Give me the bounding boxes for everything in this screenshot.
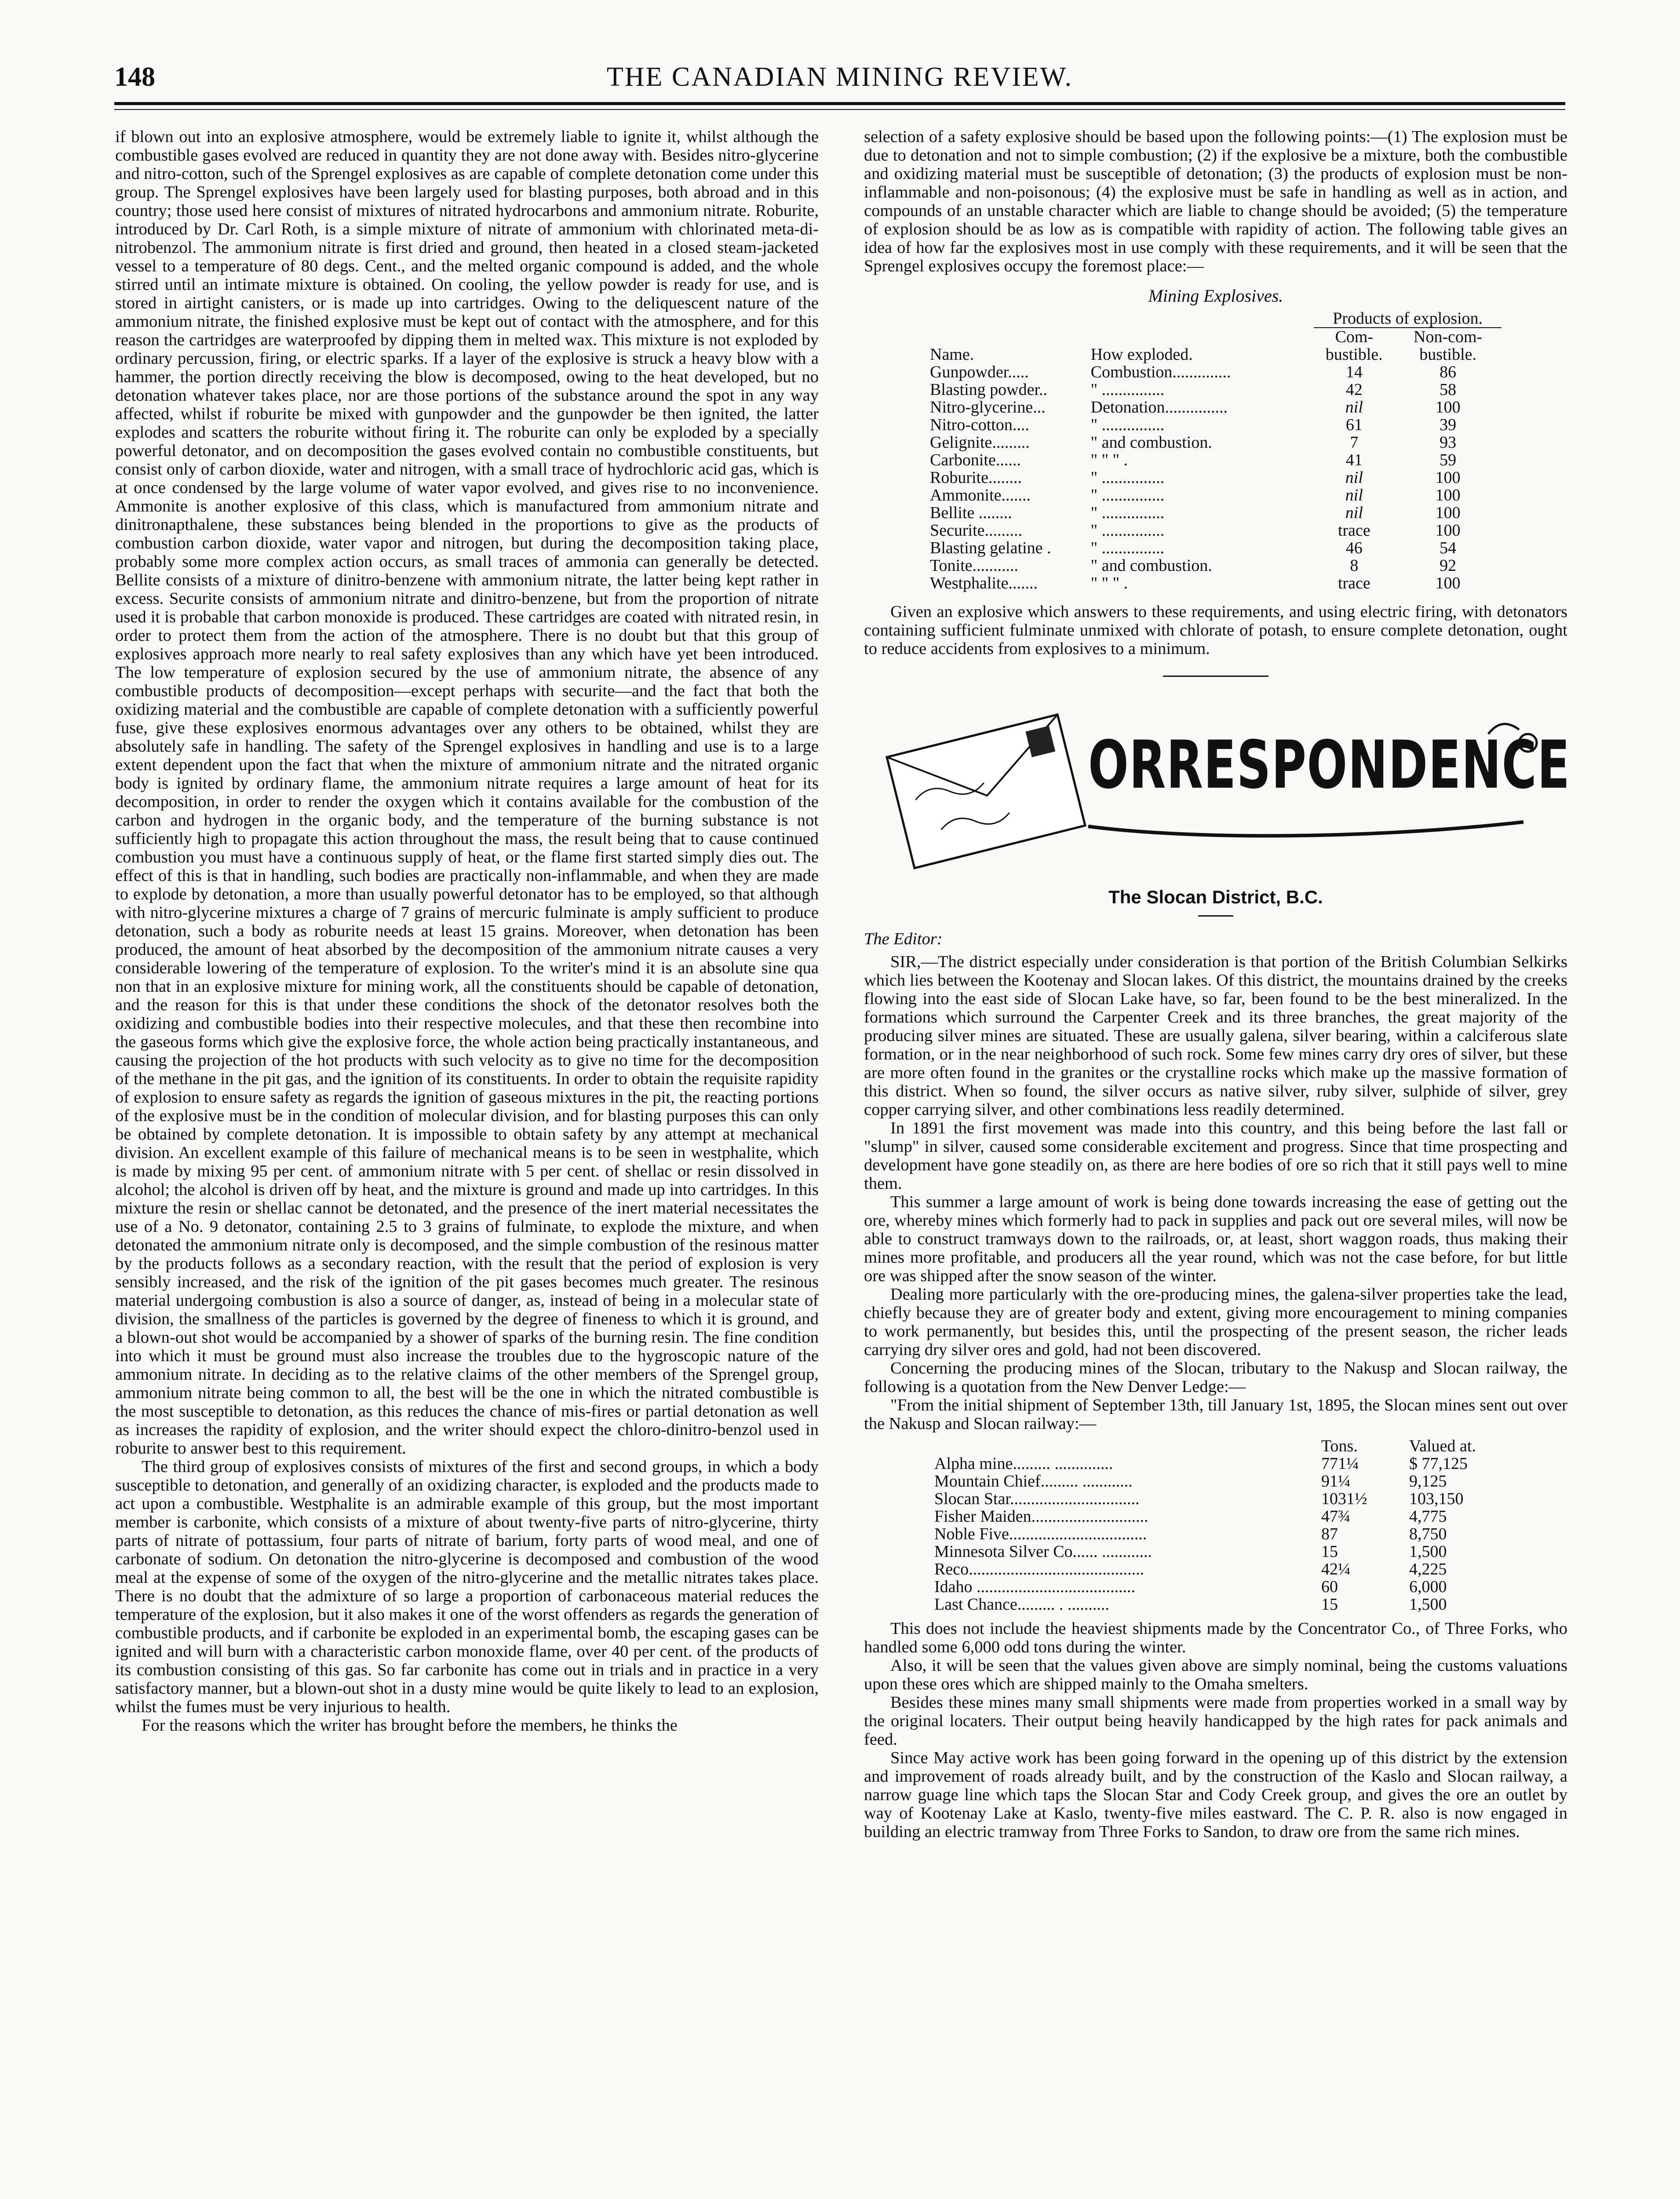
noncombustible-value: 54 <box>1439 539 1457 557</box>
explosives-table <box>930 310 1501 592</box>
letter-paragraph: Since May active work has been going forward in the opening up of this district by the extension and improvement of roads already built, and by the construction of the Kaslo and Slocan railway, a narrow guage line which taps the Slocan Star and Cody Creek group, and gives the ore an outlet by way of Kootenay Lake at Kaslo, twenty-five miles eastward. The C. P. R. also is now engaged in building an electric tramway from Three Forks to Sandon, to draw ore from the same rich mines. <box>864 1749 1567 1841</box>
mine-name: Mountain Chief......... ............ <box>934 1472 1133 1490</box>
mines-table <box>934 1437 1541 1613</box>
mine-value: 6,000 <box>1409 1578 1447 1596</box>
letter-paragraph: Also, it will be seen that the values given above are simply nominal, being the customs valuations upon these ores which are shipped mainly to the Omaha smelters. <box>864 1656 1567 1693</box>
right-column <box>864 128 1571 1841</box>
explosive-name: Nitro-cotton.... <box>930 416 1029 434</box>
explosion-method: " ............... <box>1090 539 1165 557</box>
col-header-how: How exploded. <box>1090 345 1193 364</box>
mine-tons: 91¼ <box>1321 1472 1351 1490</box>
article-continuation: selection of a safety explosive should be based upon the following points:—(1) The explosion must be due to detonation and not to simple combustion; (2) if the explosive be a mixture, both the combustible and oxidizing material must be susceptible of detonation; (3) the products of explosion must be non-inflammable and non-poisonous; (4) the explosive must be safe in handling as well as in action, and compounds of an unstable character which are liable to change should be avoided; (5) the temperature of explosion should be as low as is compatible with rapidity of action. The following table gives an idea of how far the explosives most in use comply with these requirements, and it will be seen that the Sprengel explosives occupy the foremost place:— <box>864 128 1567 275</box>
explosive-name: Westphalite....... <box>930 574 1038 592</box>
combustible-value: trace <box>1337 521 1370 540</box>
letter-paragraph: "From the initial shipment of September 13th, till January 1st, 1895, the Slocan mines sent out over the Nakusp and Slocan railway:— <box>864 1396 1567 1433</box>
article-conclusion: Given an explosive which answers to these requirements, and using electric firing, with detonators containing sufficient fulminate unmixed with chlorate of potash, to ensure complete detonation, ought to reduce accidents from explosives to a minimum. <box>864 603 1567 658</box>
mine-name: Minnesota Silver Co...... ............ <box>934 1542 1152 1561</box>
mine-value: $ 77,125 <box>1409 1454 1468 1473</box>
table-row <box>930 434 1501 451</box>
mine-value: 1,500 <box>1409 1542 1447 1561</box>
table-row <box>930 381 1501 398</box>
left-column <box>115 128 819 2115</box>
mine-tons: 47¾ <box>1321 1507 1351 1526</box>
explosion-method: " " " . <box>1090 574 1128 592</box>
noncombustible-value: 100 <box>1435 574 1461 592</box>
letter-paragraph: Besides these mines many small shipments were made from properties worked in a small way by the original locaters. Their output being heavily handicapped by the high rates for pack animals and feed. <box>864 1693 1567 1749</box>
noncombustible-value: 59 <box>1439 451 1457 469</box>
explosive-name: Gelignite......... <box>930 433 1030 452</box>
combustible-value: 8 <box>1350 556 1359 575</box>
table-row <box>930 504 1501 522</box>
explosive-name: Bellite ........ <box>930 504 1012 522</box>
noncombustible-value: 100 <box>1435 521 1461 540</box>
combustible-value: 46 <box>1345 539 1363 557</box>
page-header <box>114 57 1565 97</box>
noncombustible-value: 100 <box>1435 486 1461 504</box>
letter-paragraph: This does not include the heaviest shipments made by the Concentrator Co., of Three Forks, who handled some 6,000 odd tons during the winter. <box>864 1619 1567 1656</box>
mine-tons: 1031½ <box>1321 1490 1367 1508</box>
mine-tons: 87 <box>1321 1525 1338 1543</box>
table-row <box>930 557 1501 574</box>
combustible-value: nil <box>1345 486 1363 504</box>
mine-tons: 771¼ <box>1321 1454 1359 1473</box>
article-paragraph: For the reasons which the writer has brought before the members, he thinks the <box>142 1716 678 1735</box>
mines-table-body <box>934 1455 1541 1613</box>
noncombustible-value: 92 <box>1439 556 1457 575</box>
combustible-value: nil <box>1345 398 1363 416</box>
explosion-method: Detonation............... <box>1090 398 1228 416</box>
explosive-name: Ammonite....... <box>930 486 1031 504</box>
table-row <box>934 1455 1541 1472</box>
explosive-name: Nitro-glycerine... <box>930 398 1046 416</box>
explosion-method: " " " . <box>1090 451 1128 469</box>
explosion-method: " ............... <box>1090 468 1165 487</box>
letter-paragraph: Concerning the producing mines of the Slocan, tributary to the Nakusp and Slocan railway, the following is a quotation from the New Denver Ledge:— <box>864 1359 1567 1396</box>
letter-paragraph: This summer a large amount of work is being done towards increasing the ease of getting out the ore, whereby mines which formerly had to pack in supplies and pack out ore several miles, will now be able to construct tramways down to the railroads, or, at least, short waggon roads, thus making their mines more profitable, and producers all the year round, which was not the case before, for but little ore was shipped after the snow season of the winter. <box>864 1193 1567 1285</box>
table-row <box>934 1525 1541 1543</box>
table-row <box>934 1543 1541 1560</box>
col-header-valued: Valued at. <box>1409 1437 1476 1455</box>
mine-value: 103,150 <box>1409 1490 1464 1508</box>
table-row <box>930 416 1501 434</box>
combustible-value: trace <box>1337 574 1370 592</box>
combustible-value: 7 <box>1350 433 1359 452</box>
article-paragraph: if blown out into an explosive atmosphere, would be extremely liable to ignite it, whilst although the combustible gases evolved are reduced in quantity they are not done away with. Besides nitro-glycerine and nitro-cotton, such of the Sprengel explosives as are capable of complete detonation come under this group. The Sprengel explosives have been largely used for blasting purposes, both abroad and in this country; those used here consist of mixtures of nitrated hydrocarbons and ammonium nitrate. Roburite, introduced by Dr. Carl Roth, is a simple mixture of nitrate of ammonium with chlorinated meta-di-nitrobenzol. The ammonium nitrate is first dried and ground, then heated in a closed steam-jacketed vessel to a temperature of 80 degs. Cent., and the melted organic compound is added, and the whole stirred until an intimate mixture is obtained. On cooling, the yellow powder is ready for use, and is stored in airtight canisters, or is made up into cartridges. Owing to the deliquescent nature of the ammonium nitrate, the finished explosive must be kept out of contact with the atmosphere, and for this reason the cartridges are waterproofed by dipping them in melted wax. This mixture is not exploded by ordinary percussion, firing, or electric sparks. If a layer of the explosive is struck a heavy blow with a hammer, the portion directly receiving the blow is decomposed, owing to the heat developed, but no detonation whatever takes place, nor are those portions of the substance around the spot in any way affected, whilst if roburite be mixed with gunpowder and the gunpowder be then ignited, the latter explodes and scatters the roburite without firing it. The roburite can only be exploded by a specially powerful detonator, and on decomposition the gases evolved contain no combustible constituents, but consist only of carbon dioxide, water and nitrogen, with a small trace of hydrochloric acid gas, which is at once condensed by the large volume of water vapor evolved, and gives rise to no inconvenience. Ammonite is another explosive of this class, which is manufactured from ammonium nitrate and dinitronapthalene, these substances being blended in the proportions to give as the products of combustion carbon dioxide, water vapor and nitrogen, but during the decomposition taking place, probably some more complex action occurs, as small traces of ammonia can generally be detected. Bellite consists of a mixture of dinitro-benzene with ammonium nitrate, the latter being kept rather in excess. Securite consists of ammonium nitrate and dinitro-benzene, but from the proportion of nitrate used it is probable that carbon monoxide is produced. These cartridges are coated with nitrated resin, in order to protect them from the action of the atmosphere. There is no doubt but that this group of explosives approach more nearly to real safety explosives than any which have yet been introduced. The low temperature of explosion secured by the use of ammonium nitrate, the absence of any combustible products of decomposition—except perhaps with securite—and the fact that both the oxidizing material and the combustible are capable of complete detonation with a sufficiently powerful fuse, give these explosives enormous advantages over any others to be obtained, whilst they are absolutely safe in handling. The safety of the Sprengel explosives in handling and use is to a large extent dependent upon the fact that when the mixture of ammonium nitrate and the nitrated organic body is ignited by ordinary flame, the ammonium nitrate requires a large amount of heat for its decomposition, in order to render the oxygen which it contains available for the combustion of the carbon and hydrogen in the organic body, and the temperature of the burning substance is not sufficiently high to propagate this action throughout the mass, the result being that to cause continued combustion you must have a continuous supply of heat, or the flame first started simply dies out. The effect of this is that in handling, such bodies are practically non-inflammable, and when they are made to explode by detonation, a more than usually powerful detonator has to be employed, so that although with nitro-glycerine mixtures a charge of 7 grains of mercuric fulminate is amply sufficient to produce detonation, such a body as roburite needs at least 15 grains. Moreover, when detonation has been produced, the amount of heat absorbed by the decomposition of the ammonium nitrate causes a very considerable lowering of the temperature of explosion. To the writer's mind it is an absolute sine qua non that in an explosive mixture for mining work, all the constituents should be capable of detonation, and the reason for this is that under these conditions the shock of the detonator resolves both the oxidizing and combustible bodies into their respective molecules, and that these then recombine into the gaseous forms which give the explosive force, the whole action being practically instantaneous, and causing the projection of the hot products with such velocity as to give no time for the decomposition of the methane in the pit gas, and the ignition of its constituents. In order to obtain the requisite rapidity of explosion to ensure safety as regards the ignition of gaseous mixtures in the pit, the reacting portions of the explosive must be in the condition of molecular division, and for blasting purposes this can only be obtained by complete detonation. It is impossible to obtain safety by any attempt at mechanical division. An excellent example of this failure of mechanical means is to be seen in westphalite, which is made by mixing 95 per cent. of ammonium nitrate with 5 per cent. of shellac or resin dissolved in alcohol; the alcohol is driven off by heat, and the mixture is ground and made up into cartridges. In this mixture the resin or shellac cannot be detonated, and the presence of the inert material necessitates the use of a No. 9 detonator, containing 2.5 to 3 grains of fulminate, to explode the mixture, and when detonated the ammonium nitrate only is decomposed, and the simple combustion of the resinous matter by the products follows as a secondary reaction, with the result that the period of explosion is very sensibly increased, and the risk of the ignition of the pit gases becomes much greater. The resinous material undergoing combustion is also a source of danger, as, instead of being in a molecular state of division, the smallness of the particles is governed by the degree of fineness to which it is ground, and a blown-out shot would be accompanied by a shower of sparks of the burning resin. The fine condition into which it must be ground must also increase the troubles due to the hygroscopic nature of the ammonium nitrate. In deciding as to the relative claims of the other members of the Sprengel group, ammonium nitrate being common to all, the best will be the one in which the nitrated combustible is the most susceptible to detonation, as this reduces the chance of mis-fires or partial detonation as well as increases the rapidity of explosion, and the writer should expect the chloro-dinitro-benzol used in roburite to answer best to this requirement. <box>115 128 819 1457</box>
mine-value: 8,750 <box>1409 1525 1447 1543</box>
explosion-method: " ............... <box>1090 416 1165 434</box>
mine-value: 4,775 <box>1409 1507 1447 1526</box>
col-header-noncombustible: Non-com-bustible. <box>1414 328 1483 364</box>
col-header-name: Name. <box>930 345 974 364</box>
letter-title: The Slocan District, B.C. <box>1108 887 1323 907</box>
table-row <box>934 1578 1541 1596</box>
noncombustible-value: 39 <box>1439 416 1457 434</box>
mine-name: Fisher Maiden............................ <box>934 1507 1148 1526</box>
combustible-value: 14 <box>1345 363 1363 381</box>
explosion-method: " ............... <box>1090 521 1165 540</box>
mine-tons: 15 <box>1321 1595 1338 1614</box>
mine-name: Idaho ...................................... <box>934 1578 1136 1596</box>
explosive-name: Blasting powder.. <box>930 380 1048 399</box>
noncombustible-value: 58 <box>1439 380 1457 399</box>
section-divider <box>1163 676 1268 677</box>
journal-title: THE CANADIAN MINING REVIEW. <box>606 62 1073 92</box>
mine-tons: 42¼ <box>1321 1560 1351 1578</box>
combustible-value: nil <box>1345 504 1363 522</box>
explosives-table-body <box>930 363 1501 592</box>
header-rule-thick <box>114 102 1565 105</box>
table-row <box>930 522 1501 539</box>
explosion-method: " and combustion. <box>1090 433 1212 452</box>
page-number: 148 <box>114 62 155 92</box>
mine-name: Noble Five................................. <box>934 1525 1147 1543</box>
col-header-products: Products of explosion. <box>1314 310 1501 328</box>
mine-tons: 60 <box>1321 1578 1338 1596</box>
explosion-method: " ............... <box>1090 380 1165 399</box>
table-row <box>934 1490 1541 1508</box>
combustible-value: 41 <box>1345 451 1363 469</box>
title-divider <box>1198 915 1233 917</box>
table-caption: Mining Explosives. <box>1148 286 1283 306</box>
mine-value: 1,500 <box>1409 1595 1447 1614</box>
table-row <box>930 574 1501 592</box>
mine-name: Alpha mine......... .............. <box>934 1454 1113 1473</box>
table-row <box>934 1560 1541 1578</box>
noncombustible-value: 93 <box>1439 433 1457 452</box>
noncombustible-value: 86 <box>1439 363 1457 381</box>
correspondence-heading: ORRESPONDENCE <box>1088 727 1571 804</box>
combustible-value: 42 <box>1345 380 1363 399</box>
noncombustible-value: 100 <box>1435 504 1461 522</box>
article-paragraph: The third group of explosives consists of mixtures of the first and second groups, in which a body susceptible to detonation, and generally of an oxidizing character, is exploded and the products made to act upon a combustible. Westphalite is an admirable example of this group, but the most important member is carbonite, which consists of a mixture of about twenty-five parts of nitro-glycerine, thirty parts of nitrate of pottassium, four parts of nitrate of barium, forty parts of wood meal, and one of carbonate of sodium. On detonation the nitro-glycerine is decomposed and combustion of the wood meal at the expense of some of the oxygen of the nitro-glycerine and the metallic nitrates takes place. There is no doubt that the admixture of so large a proportion of carbonaceous material reduces the temperature of the explosion, but it also makes it one of the worst offenders as regards the generation of combustible products, and if carbonite be exploded in an experimental bomb, the escaping gases can be ignited and will burn with a characteristic carbon monoxide flame, over 40 per cent. of the products of its combustion consisting of this gas. So far carbonite has come out in trials and in practice in a very satisfactory manner, but a blown-out shot in a dusty mine would be quite likely to lead to an explosion, whilst the fumes must be very injurious to health. <box>115 1457 819 1716</box>
table-row <box>934 1596 1541 1613</box>
explosive-name: Tonite........... <box>930 556 1019 575</box>
explosive-name: Carbonite...... <box>930 451 1021 469</box>
table-row <box>930 539 1501 557</box>
table-row <box>934 1508 1541 1525</box>
explosion-method: Combustion.............. <box>1090 363 1231 381</box>
header-rule-thin <box>114 109 1565 110</box>
letter-paragraph: Dealing more particularly with the ore-producing mines, the galena-silver properties take the lead, chiefly because they are of greater body and extent, giving more encouragement to mining companies to work permanently, but besides this, until the prospecting of the present season, the richer leads carrying dry silver ores and gold, had not been discovered. <box>864 1285 1567 1359</box>
mine-tons: 15 <box>1321 1542 1338 1561</box>
table-row <box>934 1472 1541 1490</box>
col-header-combustible: Com-bustible. <box>1325 328 1383 364</box>
col-header-tons: Tons. <box>1321 1437 1358 1455</box>
letter-paragraph: In 1891 the first movement was made into this country, and this being before the last fall or "slump" in silver, caused some considerable excitement and progress. Since that time prospecting and development have gone steadily on, as there are here bodies of ore so rich that it still pays well to mine them. <box>864 1119 1567 1193</box>
table-row <box>930 486 1501 504</box>
explosive-name: Securite......... <box>930 521 1023 540</box>
noncombustible-value: 100 <box>1435 398 1461 416</box>
letter-paragraph: SIR,—The district especially under consideration is that portion of the British Columbian Selkirks which lies between the Kootenay and Slocan lakes. Of this district, the mountains drained by the creeks flowing into the east side of Slocan Lake have, so far, been found to be the best mineralized. In the formations which surround the Carpenter Creek and its three branches, the great majority of the producing silver mines are situated. These are usually galena, silver bearing, within a calciferous slate formation, or in the near neighborhood of such rock. Some few mines carry dry ores of silver, but these are more often found in the granites or the crystalline rocks which make up the massive formation of this district. When so found, the silver occurs as native silver, ruby silver, sulphide of silver, grey copper carrying silver, and other combinations less readily determined. <box>864 953 1567 1119</box>
explosive-name: Blasting gelatine . <box>930 539 1051 557</box>
explosion-method: " and combustion. <box>1090 556 1212 575</box>
table-row <box>930 363 1501 381</box>
table-row <box>930 469 1501 486</box>
combustible-value: nil <box>1345 468 1363 487</box>
noncombustible-value: 100 <box>1435 468 1461 487</box>
explosive-name: Gunpowder..... <box>930 363 1029 381</box>
mine-name: Reco.......................................... <box>934 1560 1144 1578</box>
mine-value: 9,125 <box>1409 1472 1447 1490</box>
correspondence-banner <box>882 694 1571 879</box>
explosive-name: Roburite........ <box>930 468 1022 487</box>
explosion-method: " ............... <box>1090 504 1165 522</box>
editor-salutation: The Editor: <box>864 930 943 948</box>
explosion-method: " ............... <box>1090 486 1165 504</box>
combustible-value: 61 <box>1345 416 1363 434</box>
table-row <box>930 398 1501 416</box>
mine-value: 4,225 <box>1409 1560 1447 1578</box>
mine-name: Slocan Star............................... <box>934 1490 1140 1508</box>
table-row <box>930 451 1501 469</box>
mine-name: Last Chance......... . .......... <box>934 1595 1109 1614</box>
